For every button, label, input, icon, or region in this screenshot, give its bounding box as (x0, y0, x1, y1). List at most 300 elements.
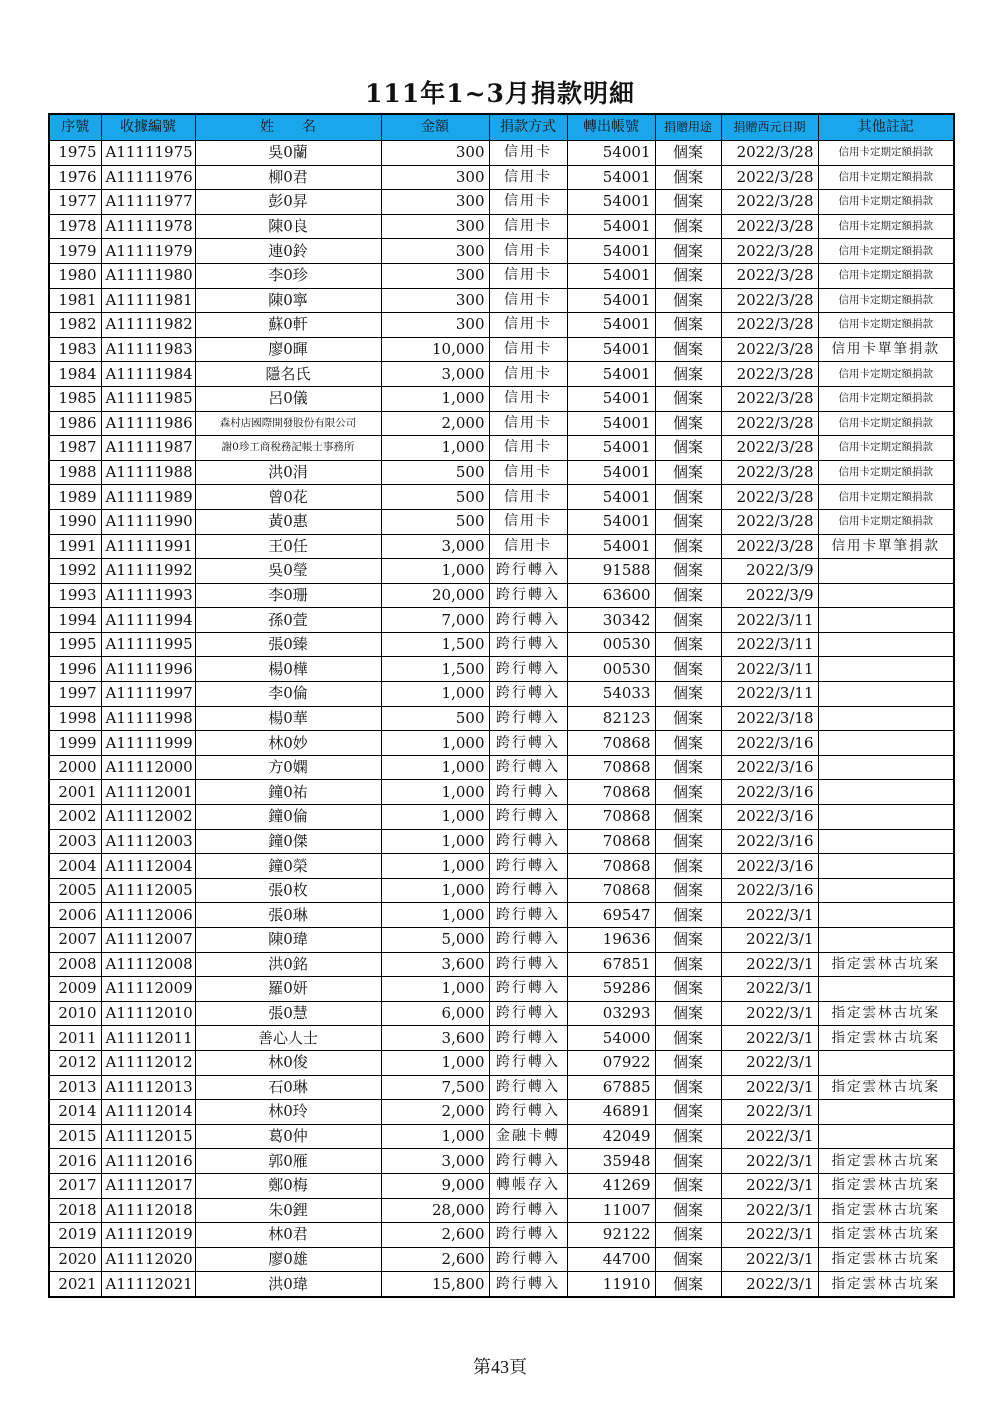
cell-remarks: 指定雲林古坑案 (818, 1173, 954, 1198)
table-row (49, 165, 954, 190)
cell-payment-method: 跨行轉入 (489, 1100, 567, 1125)
cell-purpose: 個案 (655, 1050, 721, 1075)
cell-receipt-number: A11111991 (101, 534, 195, 559)
cell-date: 2022/3/1 (721, 1173, 818, 1198)
cell-date: 2022/3/28 (721, 141, 818, 166)
cell-payment-method: 跨行轉入 (489, 1026, 567, 1051)
cell-donor-name: 陳0寧 (195, 288, 381, 313)
cell-account: 00530 (567, 657, 655, 682)
table-row (49, 509, 954, 534)
cell-serial: 1979 (49, 239, 101, 264)
cell-account: 11910 (567, 1272, 655, 1297)
cell-account: 70868 (567, 805, 655, 830)
cell-donor-name: 林0俊 (195, 1050, 381, 1075)
cell-receipt-number: A11112009 (101, 977, 195, 1002)
cell-date: 2022/3/1 (721, 1001, 818, 1026)
cell-amount: 3,000 (381, 534, 489, 559)
cell-serial: 1989 (49, 485, 101, 510)
col-header-method: 捐款方式 (489, 114, 567, 141)
cell-serial: 1982 (49, 313, 101, 338)
cell-remarks (818, 583, 954, 608)
cell-account: 54001 (567, 509, 655, 534)
cell-remarks: 指定雲林古坑案 (818, 1001, 954, 1026)
cell-donor-name: 李0倫 (195, 682, 381, 707)
cell-payment-method: 跨行轉入 (489, 1050, 567, 1075)
cell-account: 67851 (567, 952, 655, 977)
cell-serial: 1999 (49, 731, 101, 756)
cell-remarks (818, 755, 954, 780)
cell-donor-name: 林0玲 (195, 1100, 381, 1125)
cell-serial: 1988 (49, 460, 101, 485)
cell-payment-method: 信用卡 (489, 362, 567, 387)
cell-amount: 500 (381, 460, 489, 485)
cell-amount: 1,000 (381, 1050, 489, 1075)
cell-serial: 1975 (49, 141, 101, 166)
cell-payment-method: 信用卡 (489, 411, 567, 436)
col-header-remarks: 其他註記 (818, 114, 954, 141)
table-row (49, 1173, 954, 1198)
cell-receipt-number: A11111983 (101, 337, 195, 362)
cell-remarks: 信用卡定期定額捐款 (818, 239, 954, 264)
cell-purpose: 個案 (655, 780, 721, 805)
table-row (49, 362, 954, 387)
table-row (49, 608, 954, 633)
cell-payment-method: 跨行轉入 (489, 583, 567, 608)
cell-date: 2022/3/28 (721, 509, 818, 534)
cell-account: 54001 (567, 239, 655, 264)
cell-account: 19636 (567, 928, 655, 953)
cell-account: 42049 (567, 1124, 655, 1149)
cell-payment-method: 跨行轉入 (489, 657, 567, 682)
table-row (49, 1223, 954, 1248)
cell-payment-method: 跨行轉入 (489, 878, 567, 903)
table-row (49, 1001, 954, 1026)
cell-date: 2022/3/11 (721, 657, 818, 682)
cell-date: 2022/3/1 (721, 1026, 818, 1051)
cell-account: 54001 (567, 485, 655, 510)
cell-donor-name: 廖0暉 (195, 337, 381, 362)
cell-date: 2022/3/28 (721, 460, 818, 485)
cell-payment-method: 跨行轉入 (489, 559, 567, 584)
cell-amount: 5,000 (381, 928, 489, 953)
cell-receipt-number: A11112005 (101, 878, 195, 903)
cell-remarks (818, 657, 954, 682)
cell-payment-method: 跨行轉入 (489, 952, 567, 977)
cell-payment-method: 信用卡 (489, 165, 567, 190)
cell-receipt-number: A11112017 (101, 1173, 195, 1198)
cell-receipt-number: A11112003 (101, 829, 195, 854)
cell-remarks: 信用卡定期定額捐款 (818, 288, 954, 313)
cell-account: 54001 (567, 214, 655, 239)
cell-serial: 2005 (49, 878, 101, 903)
cell-remarks: 指定雲林古坑案 (818, 1247, 954, 1272)
cell-date: 2022/3/28 (721, 263, 818, 288)
cell-account: 54001 (567, 411, 655, 436)
cell-amount: 2,600 (381, 1223, 489, 1248)
cell-remarks: 信用卡定期定額捐款 (818, 485, 954, 510)
cell-amount: 2,000 (381, 411, 489, 436)
cell-payment-method: 信用卡 (489, 313, 567, 338)
cell-date: 2022/3/1 (721, 928, 818, 953)
cell-donor-name: 張0枚 (195, 878, 381, 903)
cell-purpose: 個案 (655, 829, 721, 854)
cell-serial: 2012 (49, 1050, 101, 1075)
cell-donor-name: 鐘0傑 (195, 829, 381, 854)
cell-purpose: 個案 (655, 1026, 721, 1051)
cell-purpose: 個案 (655, 1149, 721, 1174)
cell-date: 2022/3/18 (721, 706, 818, 731)
cell-account: 54001 (567, 288, 655, 313)
cell-purpose: 個案 (655, 559, 721, 584)
cell-donor-name: 鐘0祐 (195, 780, 381, 805)
col-header-amount: 金額 (381, 114, 489, 141)
table-row (49, 559, 954, 584)
cell-serial: 1998 (49, 706, 101, 731)
table-row (49, 436, 954, 461)
table-row (49, 411, 954, 436)
cell-donor-name: 呂0儀 (195, 386, 381, 411)
cell-account: 54001 (567, 165, 655, 190)
cell-remarks: 指定雲林古坑案 (818, 1149, 954, 1174)
cell-date: 2022/3/1 (721, 1149, 818, 1174)
cell-account: 54001 (567, 263, 655, 288)
cell-remarks: 信用卡定期定額捐款 (818, 165, 954, 190)
cell-receipt-number: A11112007 (101, 928, 195, 953)
cell-serial: 2014 (49, 1100, 101, 1125)
table-row (49, 460, 954, 485)
cell-purpose: 個案 (655, 878, 721, 903)
cell-account: 59286 (567, 977, 655, 1002)
table-row (49, 190, 954, 215)
cell-date: 2022/3/9 (721, 559, 818, 584)
cell-payment-method: 跨行轉入 (489, 706, 567, 731)
table-row (49, 829, 954, 854)
cell-donor-name: 張0臻 (195, 632, 381, 657)
table-row (49, 706, 954, 731)
cell-serial: 1977 (49, 190, 101, 215)
cell-serial: 1996 (49, 657, 101, 682)
table-row (49, 903, 954, 928)
cell-receipt-number: A11112018 (101, 1198, 195, 1223)
cell-payment-method: 跨行轉入 (489, 903, 567, 928)
cell-receipt-number: A11111985 (101, 386, 195, 411)
cell-amount: 28,000 (381, 1198, 489, 1223)
cell-receipt-number: A11111998 (101, 706, 195, 731)
cell-amount: 1,500 (381, 632, 489, 657)
cell-purpose: 個案 (655, 436, 721, 461)
cell-date: 2022/3/16 (721, 878, 818, 903)
table-row (49, 854, 954, 879)
cell-receipt-number: A11112015 (101, 1124, 195, 1149)
cell-receipt-number: A11111992 (101, 559, 195, 584)
cell-receipt-number: A11112012 (101, 1050, 195, 1075)
page-number: 第43頁 (473, 1357, 527, 1377)
cell-amount: 7,500 (381, 1075, 489, 1100)
table-row (49, 805, 954, 830)
cell-account: 30342 (567, 608, 655, 633)
cell-amount: 2,000 (381, 1100, 489, 1125)
cell-purpose: 個案 (655, 460, 721, 485)
cell-serial: 1990 (49, 509, 101, 534)
cell-purpose: 個案 (655, 706, 721, 731)
cell-serial: 2015 (49, 1124, 101, 1149)
cell-remarks (818, 854, 954, 879)
cell-purpose: 個案 (655, 190, 721, 215)
cell-receipt-number: A11112013 (101, 1075, 195, 1100)
cell-amount: 1,000 (381, 829, 489, 854)
cell-date: 2022/3/16 (721, 731, 818, 756)
cell-account: 70868 (567, 731, 655, 756)
cell-date: 2022/3/28 (721, 337, 818, 362)
cell-serial: 1992 (49, 559, 101, 584)
cell-serial: 1984 (49, 362, 101, 387)
cell-purpose: 個案 (655, 214, 721, 239)
cell-serial: 2020 (49, 1247, 101, 1272)
cell-date: 2022/3/1 (721, 952, 818, 977)
cell-donor-name: 陳0瑋 (195, 928, 381, 953)
cell-payment-method: 跨行轉入 (489, 1198, 567, 1223)
cell-receipt-number: A11112001 (101, 780, 195, 805)
cell-date: 2022/3/11 (721, 682, 818, 707)
cell-donor-name: 李0珊 (195, 583, 381, 608)
cell-purpose: 個案 (655, 362, 721, 387)
cell-purpose: 個案 (655, 1075, 721, 1100)
cell-date: 2022/3/9 (721, 583, 818, 608)
cell-donor-name: 葛0仲 (195, 1124, 381, 1149)
cell-remarks: 指定雲林古坑案 (818, 1272, 954, 1297)
col-header-date: 捐贈西元日期 (721, 114, 818, 141)
cell-date: 2022/3/1 (721, 903, 818, 928)
cell-receipt-number: A11111989 (101, 485, 195, 510)
cell-purpose: 個案 (655, 1173, 721, 1198)
cell-serial: 2006 (49, 903, 101, 928)
cell-purpose: 個案 (655, 411, 721, 436)
table-row (49, 977, 954, 1002)
cell-payment-method: 信用卡 (489, 509, 567, 534)
cell-receipt-number: A11111980 (101, 263, 195, 288)
cell-amount: 3,600 (381, 1026, 489, 1051)
cell-donor-name: 洪0銘 (195, 952, 381, 977)
cell-receipt-number: A11112000 (101, 755, 195, 780)
cell-donor-name: 朱0鋰 (195, 1198, 381, 1223)
cell-payment-method: 跨行轉入 (489, 805, 567, 830)
cell-payment-method: 跨行轉入 (489, 1247, 567, 1272)
cell-amount: 6,000 (381, 1001, 489, 1026)
cell-amount: 1,000 (381, 1124, 489, 1149)
cell-account: 82123 (567, 706, 655, 731)
cell-payment-method: 跨行轉入 (489, 1272, 567, 1297)
cell-amount: 10,000 (381, 337, 489, 362)
cell-account: 70868 (567, 780, 655, 805)
cell-receipt-number: A11112002 (101, 805, 195, 830)
cell-payment-method: 跨行轉入 (489, 977, 567, 1002)
cell-remarks: 信用卡定期定額捐款 (818, 141, 954, 166)
col-header-receipt: 收據編號 (101, 114, 195, 141)
cell-donor-name: 石0琳 (195, 1075, 381, 1100)
cell-remarks (818, 608, 954, 633)
cell-amount: 1,000 (381, 755, 489, 780)
cell-donor-name: 鐘0榮 (195, 854, 381, 879)
cell-remarks: 信用卡定期定額捐款 (818, 263, 954, 288)
cell-account: 54001 (567, 436, 655, 461)
cell-payment-method: 跨行轉入 (489, 755, 567, 780)
cell-amount: 3,600 (381, 952, 489, 977)
cell-serial: 2021 (49, 1272, 101, 1297)
cell-payment-method: 跨行轉入 (489, 608, 567, 633)
table-row (49, 1026, 954, 1051)
cell-amount: 300 (381, 288, 489, 313)
cell-donor-name: 郭0雁 (195, 1149, 381, 1174)
cell-purpose: 個案 (655, 1001, 721, 1026)
cell-amount: 300 (381, 239, 489, 264)
cell-remarks (818, 1100, 954, 1125)
cell-serial: 1985 (49, 386, 101, 411)
cell-serial: 2010 (49, 1001, 101, 1026)
cell-amount: 1,500 (381, 657, 489, 682)
cell-purpose: 個案 (655, 755, 721, 780)
cell-account: 35948 (567, 1149, 655, 1174)
cell-remarks (818, 731, 954, 756)
cell-serial: 2019 (49, 1223, 101, 1248)
cell-receipt-number: A11111984 (101, 362, 195, 387)
cell-receipt-number: A11111996 (101, 657, 195, 682)
cell-amount: 500 (381, 706, 489, 731)
cell-purpose: 個案 (655, 313, 721, 338)
cell-donor-name: 洪0瑋 (195, 1272, 381, 1297)
cell-account: 03293 (567, 1001, 655, 1026)
cell-amount: 15,800 (381, 1272, 489, 1297)
cell-date: 2022/3/28 (721, 165, 818, 190)
cell-payment-method: 信用卡 (489, 436, 567, 461)
table-row (49, 1149, 954, 1174)
cell-serial: 2002 (49, 805, 101, 830)
table-row (49, 1075, 954, 1100)
cell-receipt-number: A11112016 (101, 1149, 195, 1174)
cell-amount: 300 (381, 190, 489, 215)
cell-date: 2022/3/1 (721, 1100, 818, 1125)
table-row (49, 313, 954, 338)
cell-account: 54001 (567, 141, 655, 166)
cell-date: 2022/3/1 (721, 977, 818, 1002)
header-row (49, 114, 954, 141)
cell-payment-method: 跨行轉入 (489, 1075, 567, 1100)
cell-receipt-number: A11112008 (101, 952, 195, 977)
cell-purpose: 個案 (655, 534, 721, 559)
cell-receipt-number: A11111975 (101, 141, 195, 166)
cell-account: 54001 (567, 534, 655, 559)
cell-amount: 1,000 (381, 436, 489, 461)
cell-donor-name: 善心人士 (195, 1026, 381, 1051)
cell-serial: 2009 (49, 977, 101, 1002)
cell-serial: 1976 (49, 165, 101, 190)
cell-purpose: 個案 (655, 731, 721, 756)
cell-payment-method: 跨行轉入 (489, 731, 567, 756)
cell-serial: 1994 (49, 608, 101, 633)
cell-receipt-number: A11112020 (101, 1247, 195, 1272)
cell-amount: 500 (381, 485, 489, 510)
cell-remarks (818, 805, 954, 830)
cell-payment-method: 跨行轉入 (489, 1149, 567, 1174)
cell-account: 63600 (567, 583, 655, 608)
cell-amount: 20,000 (381, 583, 489, 608)
cell-donor-name: 柳0君 (195, 165, 381, 190)
cell-purpose: 個案 (655, 903, 721, 928)
cell-remarks (818, 632, 954, 657)
cell-purpose: 個案 (655, 854, 721, 879)
table-row (49, 239, 954, 264)
cell-amount: 3,000 (381, 362, 489, 387)
cell-donor-name: 洪0涓 (195, 460, 381, 485)
cell-amount: 1,000 (381, 903, 489, 928)
cell-remarks: 信用卡定期定額捐款 (818, 411, 954, 436)
cell-serial: 2003 (49, 829, 101, 854)
cell-date: 2022/3/28 (721, 190, 818, 215)
cell-amount: 300 (381, 214, 489, 239)
cell-payment-method: 信用卡 (489, 386, 567, 411)
cell-date: 2022/3/28 (721, 239, 818, 264)
cell-date: 2022/3/28 (721, 485, 818, 510)
cell-account: 41269 (567, 1173, 655, 1198)
cell-donor-name: 孫0萱 (195, 608, 381, 633)
col-header-purpose: 捐贈用途 (655, 114, 721, 141)
cell-account: 91588 (567, 559, 655, 584)
cell-receipt-number: A11112011 (101, 1026, 195, 1051)
cell-serial: 2011 (49, 1026, 101, 1051)
table-row (49, 1100, 954, 1125)
cell-receipt-number: A11112021 (101, 1272, 195, 1297)
cell-account: 54001 (567, 313, 655, 338)
cell-date: 2022/3/16 (721, 780, 818, 805)
cell-donor-name: 楊0樺 (195, 657, 381, 682)
table-row (49, 632, 954, 657)
cell-receipt-number: A11111979 (101, 239, 195, 264)
cell-payment-method: 信用卡 (489, 239, 567, 264)
table-row (49, 682, 954, 707)
cell-serial: 2000 (49, 755, 101, 780)
cell-donor-name: 曾0花 (195, 485, 381, 510)
cell-account: 54001 (567, 362, 655, 387)
cell-donor-name: 林0君 (195, 1223, 381, 1248)
cell-remarks: 信用卡定期定額捐款 (818, 386, 954, 411)
cell-serial: 1980 (49, 263, 101, 288)
cell-donor-name: 蘇0軒 (195, 313, 381, 338)
cell-date: 2022/3/28 (721, 288, 818, 313)
cell-date: 2022/3/16 (721, 755, 818, 780)
cell-receipt-number: A11112019 (101, 1223, 195, 1248)
cell-serial: 2004 (49, 854, 101, 879)
cell-purpose: 個案 (655, 928, 721, 953)
table-row (49, 780, 954, 805)
cell-remarks: 信用卡定期定額捐款 (818, 313, 954, 338)
cell-account: 69547 (567, 903, 655, 928)
cell-purpose: 個案 (655, 632, 721, 657)
cell-date: 2022/3/28 (721, 411, 818, 436)
cell-receipt-number: A11111988 (101, 460, 195, 485)
cell-receipt-number: A11111995 (101, 632, 195, 657)
cell-serial: 2001 (49, 780, 101, 805)
cell-serial: 2018 (49, 1198, 101, 1223)
cell-amount: 1,000 (381, 731, 489, 756)
cell-receipt-number: A11112006 (101, 903, 195, 928)
cell-date: 2022/3/11 (721, 632, 818, 657)
col-header-serial: 序號 (49, 114, 101, 141)
cell-account: 70868 (567, 878, 655, 903)
cell-account: 70868 (567, 854, 655, 879)
cell-date: 2022/3/16 (721, 854, 818, 879)
cell-remarks: 指定雲林古坑案 (818, 1223, 954, 1248)
cell-receipt-number: A11111982 (101, 313, 195, 338)
cell-remarks: 信用卡定期定額捐款 (818, 362, 954, 387)
